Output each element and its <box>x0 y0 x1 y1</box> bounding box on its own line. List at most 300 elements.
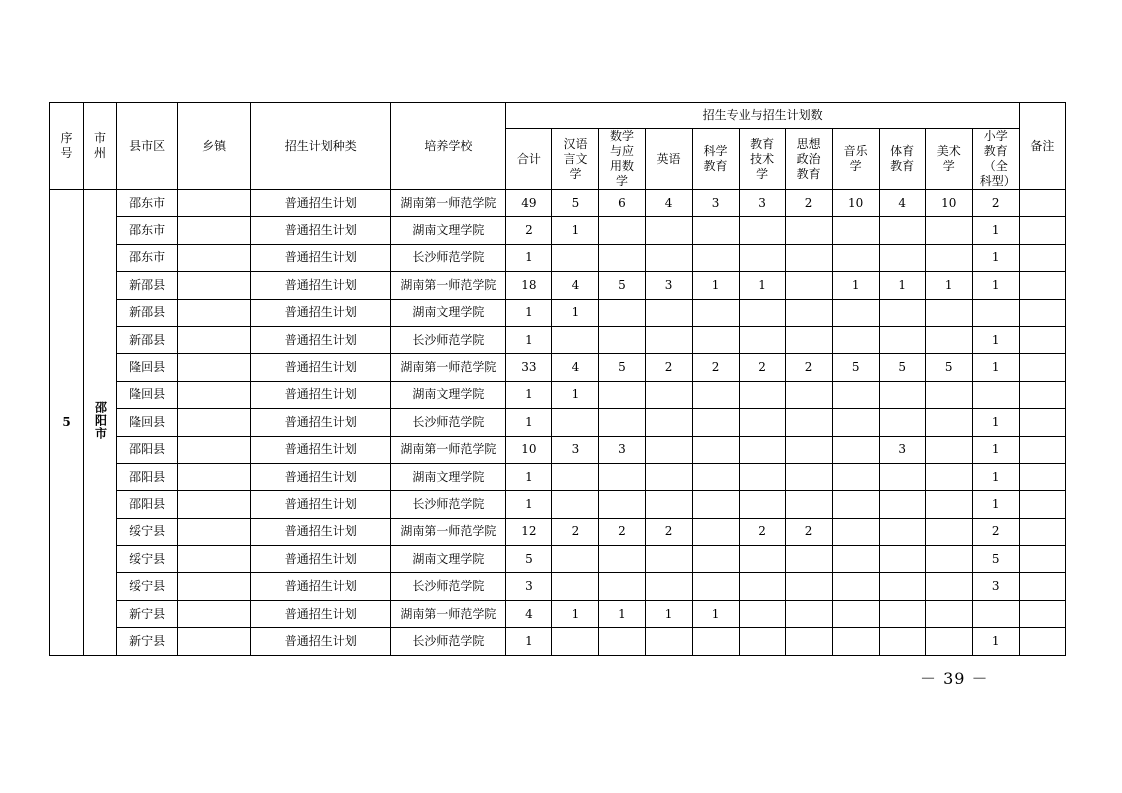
cell-count <box>879 573 925 600</box>
cell-school: 湖南第一师范学院 <box>391 600 506 627</box>
cell-count: 10 <box>925 190 972 217</box>
table-row <box>50 272 1066 299</box>
cell-plan-type: 普通招生计划 <box>251 354 391 381</box>
cell-count <box>552 491 599 518</box>
cell-count: 4 <box>879 190 925 217</box>
cell-count: 2 <box>785 190 832 217</box>
cell-count <box>972 299 1019 326</box>
cell-count <box>645 217 692 244</box>
cell-count <box>552 463 599 490</box>
cell-count <box>692 573 739 600</box>
cell-count: 1 <box>552 217 599 244</box>
table-row <box>50 546 1066 573</box>
cell-county: 新邵县 <box>117 326 178 353</box>
cell-count: 2 <box>739 518 785 545</box>
cell-count: 4 <box>552 272 599 299</box>
cell-county: 新邵县 <box>117 299 178 326</box>
cell-count: 1 <box>506 381 552 408</box>
table-row <box>50 190 1066 217</box>
cell-count <box>879 326 925 353</box>
cell-count <box>599 244 645 271</box>
header-major: 数学与应用数学 <box>599 129 645 190</box>
cell-count <box>832 546 879 573</box>
cell-count: 1 <box>506 409 552 436</box>
cell-count <box>599 628 645 655</box>
cell-county: 邵东市 <box>117 217 178 244</box>
cell-count: 2 <box>552 518 599 545</box>
header-school: 培养学校 <box>391 103 506 190</box>
cell-count <box>692 409 739 436</box>
table-row <box>50 491 1066 518</box>
cell-count <box>552 546 599 573</box>
cell-count <box>645 573 692 600</box>
table-row <box>50 463 1066 490</box>
cell-count <box>739 217 785 244</box>
cell-count: 2 <box>739 354 785 381</box>
cell-count <box>599 546 645 573</box>
cell-count <box>832 600 879 627</box>
header-county: 县市区 <box>117 103 178 190</box>
cell-count <box>692 518 739 545</box>
table-row <box>50 628 1066 655</box>
cell-count <box>692 463 739 490</box>
cell-count <box>645 299 692 326</box>
header-major: 思想政治教育 <box>785 129 832 190</box>
cell-count: 1 <box>506 463 552 490</box>
cell-count <box>925 628 972 655</box>
cell-count <box>879 628 925 655</box>
cell-count: 5 <box>599 354 645 381</box>
cell-remark <box>1019 381 1065 408</box>
cell-town <box>178 573 251 600</box>
cell-count <box>785 409 832 436</box>
cell-count: 1 <box>506 244 552 271</box>
cell-plan-type: 普通招生计划 <box>251 190 391 217</box>
cell-plan-type: 普通招生计划 <box>251 381 391 408</box>
page-number: － 39 － <box>920 669 989 688</box>
cell-count: 2 <box>506 217 552 244</box>
cell-count <box>739 463 785 490</box>
cell-count: 5 <box>972 546 1019 573</box>
table-row <box>50 381 1066 408</box>
cell-count <box>832 463 879 490</box>
cell-count: 2 <box>972 518 1019 545</box>
cell-remark <box>1019 463 1065 490</box>
cell-town <box>178 628 251 655</box>
cell-count: 3 <box>552 436 599 463</box>
cell-count <box>739 299 785 326</box>
cell-plan-type: 普通招生计划 <box>251 272 391 299</box>
cell-count <box>832 518 879 545</box>
cell-school: 湖南第一师范学院 <box>391 272 506 299</box>
cell-count <box>832 628 879 655</box>
cell-count: 3 <box>692 190 739 217</box>
cell-count: 1 <box>552 600 599 627</box>
cell-county: 邵阳县 <box>117 491 178 518</box>
cell-count: 2 <box>645 354 692 381</box>
cell-remark <box>1019 409 1065 436</box>
cell-count: 1 <box>599 600 645 627</box>
table-row <box>50 573 1066 600</box>
cell-town <box>178 546 251 573</box>
header-major: 体育教育 <box>879 129 925 190</box>
cell-count <box>739 600 785 627</box>
cell-count: 1 <box>832 272 879 299</box>
cell-town <box>178 299 251 326</box>
cell-count <box>552 326 599 353</box>
cell-county: 隆回县 <box>117 354 178 381</box>
cell-count <box>879 244 925 271</box>
cell-plan-type: 普通招生计划 <box>251 299 391 326</box>
group-city: 邵阳市 <box>84 190 117 656</box>
table-row <box>50 217 1066 244</box>
cell-count: 5 <box>599 272 645 299</box>
cell-remark <box>1019 190 1065 217</box>
cell-count: 1 <box>739 272 785 299</box>
table-row <box>50 354 1066 381</box>
header-town: 乡镇 <box>178 103 251 190</box>
cell-plan-type: 普通招生计划 <box>251 326 391 353</box>
cell-plan-type: 普通招生计划 <box>251 628 391 655</box>
cell-county: 邵东市 <box>117 244 178 271</box>
cell-count <box>832 299 879 326</box>
cell-count <box>879 463 925 490</box>
cell-plan-type: 普通招生计划 <box>251 546 391 573</box>
cell-count <box>739 491 785 518</box>
cell-county: 隆回县 <box>117 409 178 436</box>
cell-town <box>178 463 251 490</box>
header-remark: 备注 <box>1019 103 1065 190</box>
cell-count: 4 <box>645 190 692 217</box>
cell-remark <box>1019 299 1065 326</box>
cell-count <box>692 244 739 271</box>
cell-count <box>645 244 692 271</box>
header-major-group: 招生专业与招生计划数 <box>506 103 1019 129</box>
cell-count: 12 <box>506 518 552 545</box>
cell-school: 湖南第一师范学院 <box>391 190 506 217</box>
cell-remark <box>1019 546 1065 573</box>
cell-count <box>645 326 692 353</box>
cell-count: 2 <box>785 354 832 381</box>
cell-count <box>739 573 785 600</box>
cell-count <box>925 244 972 271</box>
cell-count <box>925 217 972 244</box>
cell-count: 5 <box>879 354 925 381</box>
cell-count <box>925 491 972 518</box>
header-major: 小学教育（全科型） <box>972 129 1019 190</box>
cell-school: 湖南文理学院 <box>391 463 506 490</box>
table-row <box>50 409 1066 436</box>
cell-count <box>832 326 879 353</box>
cell-count <box>552 573 599 600</box>
cell-count <box>785 381 832 408</box>
cell-count: 2 <box>972 190 1019 217</box>
cell-count: 49 <box>506 190 552 217</box>
cell-remark <box>1019 518 1065 545</box>
cell-count <box>785 217 832 244</box>
cell-school: 湖南文理学院 <box>391 381 506 408</box>
cell-count <box>925 299 972 326</box>
cell-count: 1 <box>972 409 1019 436</box>
cell-count <box>925 518 972 545</box>
cell-count <box>599 409 645 436</box>
cell-count: 5 <box>506 546 552 573</box>
cell-count: 1 <box>925 272 972 299</box>
cell-count <box>832 217 879 244</box>
cell-county: 新宁县 <box>117 600 178 627</box>
cell-count <box>599 463 645 490</box>
cell-count: 3 <box>879 436 925 463</box>
cell-count <box>832 381 879 408</box>
cell-school: 长沙师范学院 <box>391 573 506 600</box>
table-row <box>50 518 1066 545</box>
cell-count <box>879 217 925 244</box>
cell-count <box>785 600 832 627</box>
cell-count: 5 <box>552 190 599 217</box>
header-major: 音乐学 <box>832 129 879 190</box>
cell-count: 3 <box>599 436 645 463</box>
cell-count <box>879 299 925 326</box>
cell-count <box>692 326 739 353</box>
cell-remark <box>1019 491 1065 518</box>
cell-count <box>599 573 645 600</box>
cell-town <box>178 244 251 271</box>
cell-count: 10 <box>832 190 879 217</box>
cell-town <box>178 272 251 299</box>
cell-count: 1 <box>506 491 552 518</box>
cell-count <box>739 628 785 655</box>
cell-count <box>599 217 645 244</box>
header-major: 教育技术学 <box>739 129 785 190</box>
cell-count <box>832 409 879 436</box>
cell-count <box>552 244 599 271</box>
cell-count: 2 <box>599 518 645 545</box>
cell-remark <box>1019 217 1065 244</box>
cell-plan-type: 普通招生计划 <box>251 518 391 545</box>
cell-count <box>832 244 879 271</box>
cell-count <box>925 546 972 573</box>
cell-count <box>925 600 972 627</box>
cell-remark <box>1019 436 1065 463</box>
cell-remark <box>1019 272 1065 299</box>
cell-count <box>785 326 832 353</box>
cell-count: 6 <box>599 190 645 217</box>
header-seq: 序号 <box>50 103 84 190</box>
cell-count <box>925 573 972 600</box>
cell-count <box>552 628 599 655</box>
cell-plan-type: 普通招生计划 <box>251 436 391 463</box>
cell-count: 1 <box>972 491 1019 518</box>
cell-count <box>692 217 739 244</box>
cell-plan-type: 普通招生计划 <box>251 491 391 518</box>
cell-remark <box>1019 600 1065 627</box>
cell-county: 绥宁县 <box>117 518 178 545</box>
cell-count <box>832 436 879 463</box>
cell-school: 湖南第一师范学院 <box>391 354 506 381</box>
cell-school: 湖南文理学院 <box>391 217 506 244</box>
cell-count <box>692 491 739 518</box>
cell-count <box>785 436 832 463</box>
cell-count: 1 <box>972 217 1019 244</box>
header-city: 市州 <box>84 103 117 190</box>
cell-plan-type: 普通招生计划 <box>251 600 391 627</box>
cell-remark <box>1019 573 1065 600</box>
cell-count: 1 <box>552 299 599 326</box>
cell-school: 长沙师范学院 <box>391 244 506 271</box>
cell-count <box>739 244 785 271</box>
cell-count: 10 <box>506 436 552 463</box>
cell-county: 新邵县 <box>117 272 178 299</box>
table-row <box>50 244 1066 271</box>
cell-count <box>925 381 972 408</box>
cell-plan-type: 普通招生计划 <box>251 217 391 244</box>
cell-count <box>879 600 925 627</box>
cell-town <box>178 354 251 381</box>
enrollment-plan-table <box>49 102 1066 656</box>
cell-count: 1 <box>972 354 1019 381</box>
cell-count <box>599 299 645 326</box>
cell-town <box>178 326 251 353</box>
cell-count <box>692 299 739 326</box>
cell-count <box>785 299 832 326</box>
cell-count: 4 <box>506 600 552 627</box>
cell-town <box>178 491 251 518</box>
cell-count <box>925 436 972 463</box>
cell-count: 3 <box>972 573 1019 600</box>
cell-town <box>178 190 251 217</box>
cell-count <box>925 463 972 490</box>
cell-count <box>645 381 692 408</box>
cell-count <box>599 326 645 353</box>
cell-town <box>178 381 251 408</box>
cell-count: 4 <box>552 354 599 381</box>
cell-count: 1 <box>972 326 1019 353</box>
cell-count <box>739 409 785 436</box>
cell-count <box>785 491 832 518</box>
cell-count: 5 <box>925 354 972 381</box>
cell-count: 1 <box>972 272 1019 299</box>
cell-school: 湖南第一师范学院 <box>391 518 506 545</box>
cell-school: 长沙师范学院 <box>391 628 506 655</box>
group-seq: 5 <box>50 190 84 656</box>
cell-count <box>879 518 925 545</box>
cell-plan-type: 普通招生计划 <box>251 409 391 436</box>
cell-count <box>785 463 832 490</box>
cell-count <box>739 326 785 353</box>
cell-count: 1 <box>506 326 552 353</box>
cell-count: 1 <box>645 600 692 627</box>
cell-count: 1 <box>692 600 739 627</box>
cell-count <box>832 491 879 518</box>
cell-count <box>645 463 692 490</box>
cell-plan-type: 普通招生计划 <box>251 244 391 271</box>
cell-count: 5 <box>832 354 879 381</box>
cell-count: 18 <box>506 272 552 299</box>
cell-town <box>178 518 251 545</box>
cell-plan-type: 普通招生计划 <box>251 573 391 600</box>
cell-count: 1 <box>506 299 552 326</box>
cell-town <box>178 600 251 627</box>
cell-remark <box>1019 354 1065 381</box>
cell-count <box>925 409 972 436</box>
cell-count <box>552 409 599 436</box>
cell-count <box>972 381 1019 408</box>
cell-count: 1 <box>506 628 552 655</box>
cell-count: 1 <box>972 628 1019 655</box>
cell-plan-type: 普通招生计划 <box>251 463 391 490</box>
cell-count <box>692 628 739 655</box>
cell-remark <box>1019 628 1065 655</box>
cell-county: 邵阳县 <box>117 436 178 463</box>
cell-school: 长沙师范学院 <box>391 491 506 518</box>
cell-remark <box>1019 244 1065 271</box>
cell-count <box>879 409 925 436</box>
cell-count <box>645 436 692 463</box>
cell-count: 3 <box>506 573 552 600</box>
cell-count: 1 <box>552 381 599 408</box>
header-major: 汉语言文学 <box>552 129 599 190</box>
cell-school: 长沙师范学院 <box>391 409 506 436</box>
cell-count: 1 <box>972 244 1019 271</box>
cell-count <box>972 600 1019 627</box>
cell-count <box>692 436 739 463</box>
table-row <box>50 436 1066 463</box>
cell-town <box>178 436 251 463</box>
header-major: 美术学 <box>925 129 972 190</box>
cell-county: 隆回县 <box>117 381 178 408</box>
cell-count <box>785 546 832 573</box>
cell-count: 1 <box>972 436 1019 463</box>
cell-school: 湖南第一师范学院 <box>391 436 506 463</box>
table-row <box>50 600 1066 627</box>
cell-count <box>785 272 832 299</box>
cell-school: 湖南文理学院 <box>391 299 506 326</box>
cell-count <box>785 573 832 600</box>
cell-count: 1 <box>972 463 1019 490</box>
cell-school: 长沙师范学院 <box>391 326 506 353</box>
header-major: 合计 <box>506 129 552 190</box>
cell-count: 1 <box>879 272 925 299</box>
header-major: 英语 <box>645 129 692 190</box>
cell-count: 2 <box>785 518 832 545</box>
cell-count <box>645 546 692 573</box>
table-row <box>50 299 1066 326</box>
cell-county: 绥宁县 <box>117 573 178 600</box>
cell-count: 33 <box>506 354 552 381</box>
table-row <box>50 326 1066 353</box>
cell-count <box>645 491 692 518</box>
cell-count <box>879 491 925 518</box>
cell-remark <box>1019 326 1065 353</box>
cell-count <box>599 381 645 408</box>
cell-count <box>785 628 832 655</box>
cell-count <box>645 628 692 655</box>
cell-count <box>739 546 785 573</box>
cell-count <box>599 491 645 518</box>
cell-count <box>645 409 692 436</box>
cell-count: 1 <box>692 272 739 299</box>
cell-town <box>178 217 251 244</box>
cell-count <box>739 436 785 463</box>
cell-county: 邵东市 <box>117 190 178 217</box>
cell-count <box>879 546 925 573</box>
cell-count <box>785 244 832 271</box>
cell-count: 3 <box>645 272 692 299</box>
cell-count <box>692 546 739 573</box>
cell-count <box>739 381 785 408</box>
cell-county: 邵阳县 <box>117 463 178 490</box>
cell-count: 2 <box>645 518 692 545</box>
